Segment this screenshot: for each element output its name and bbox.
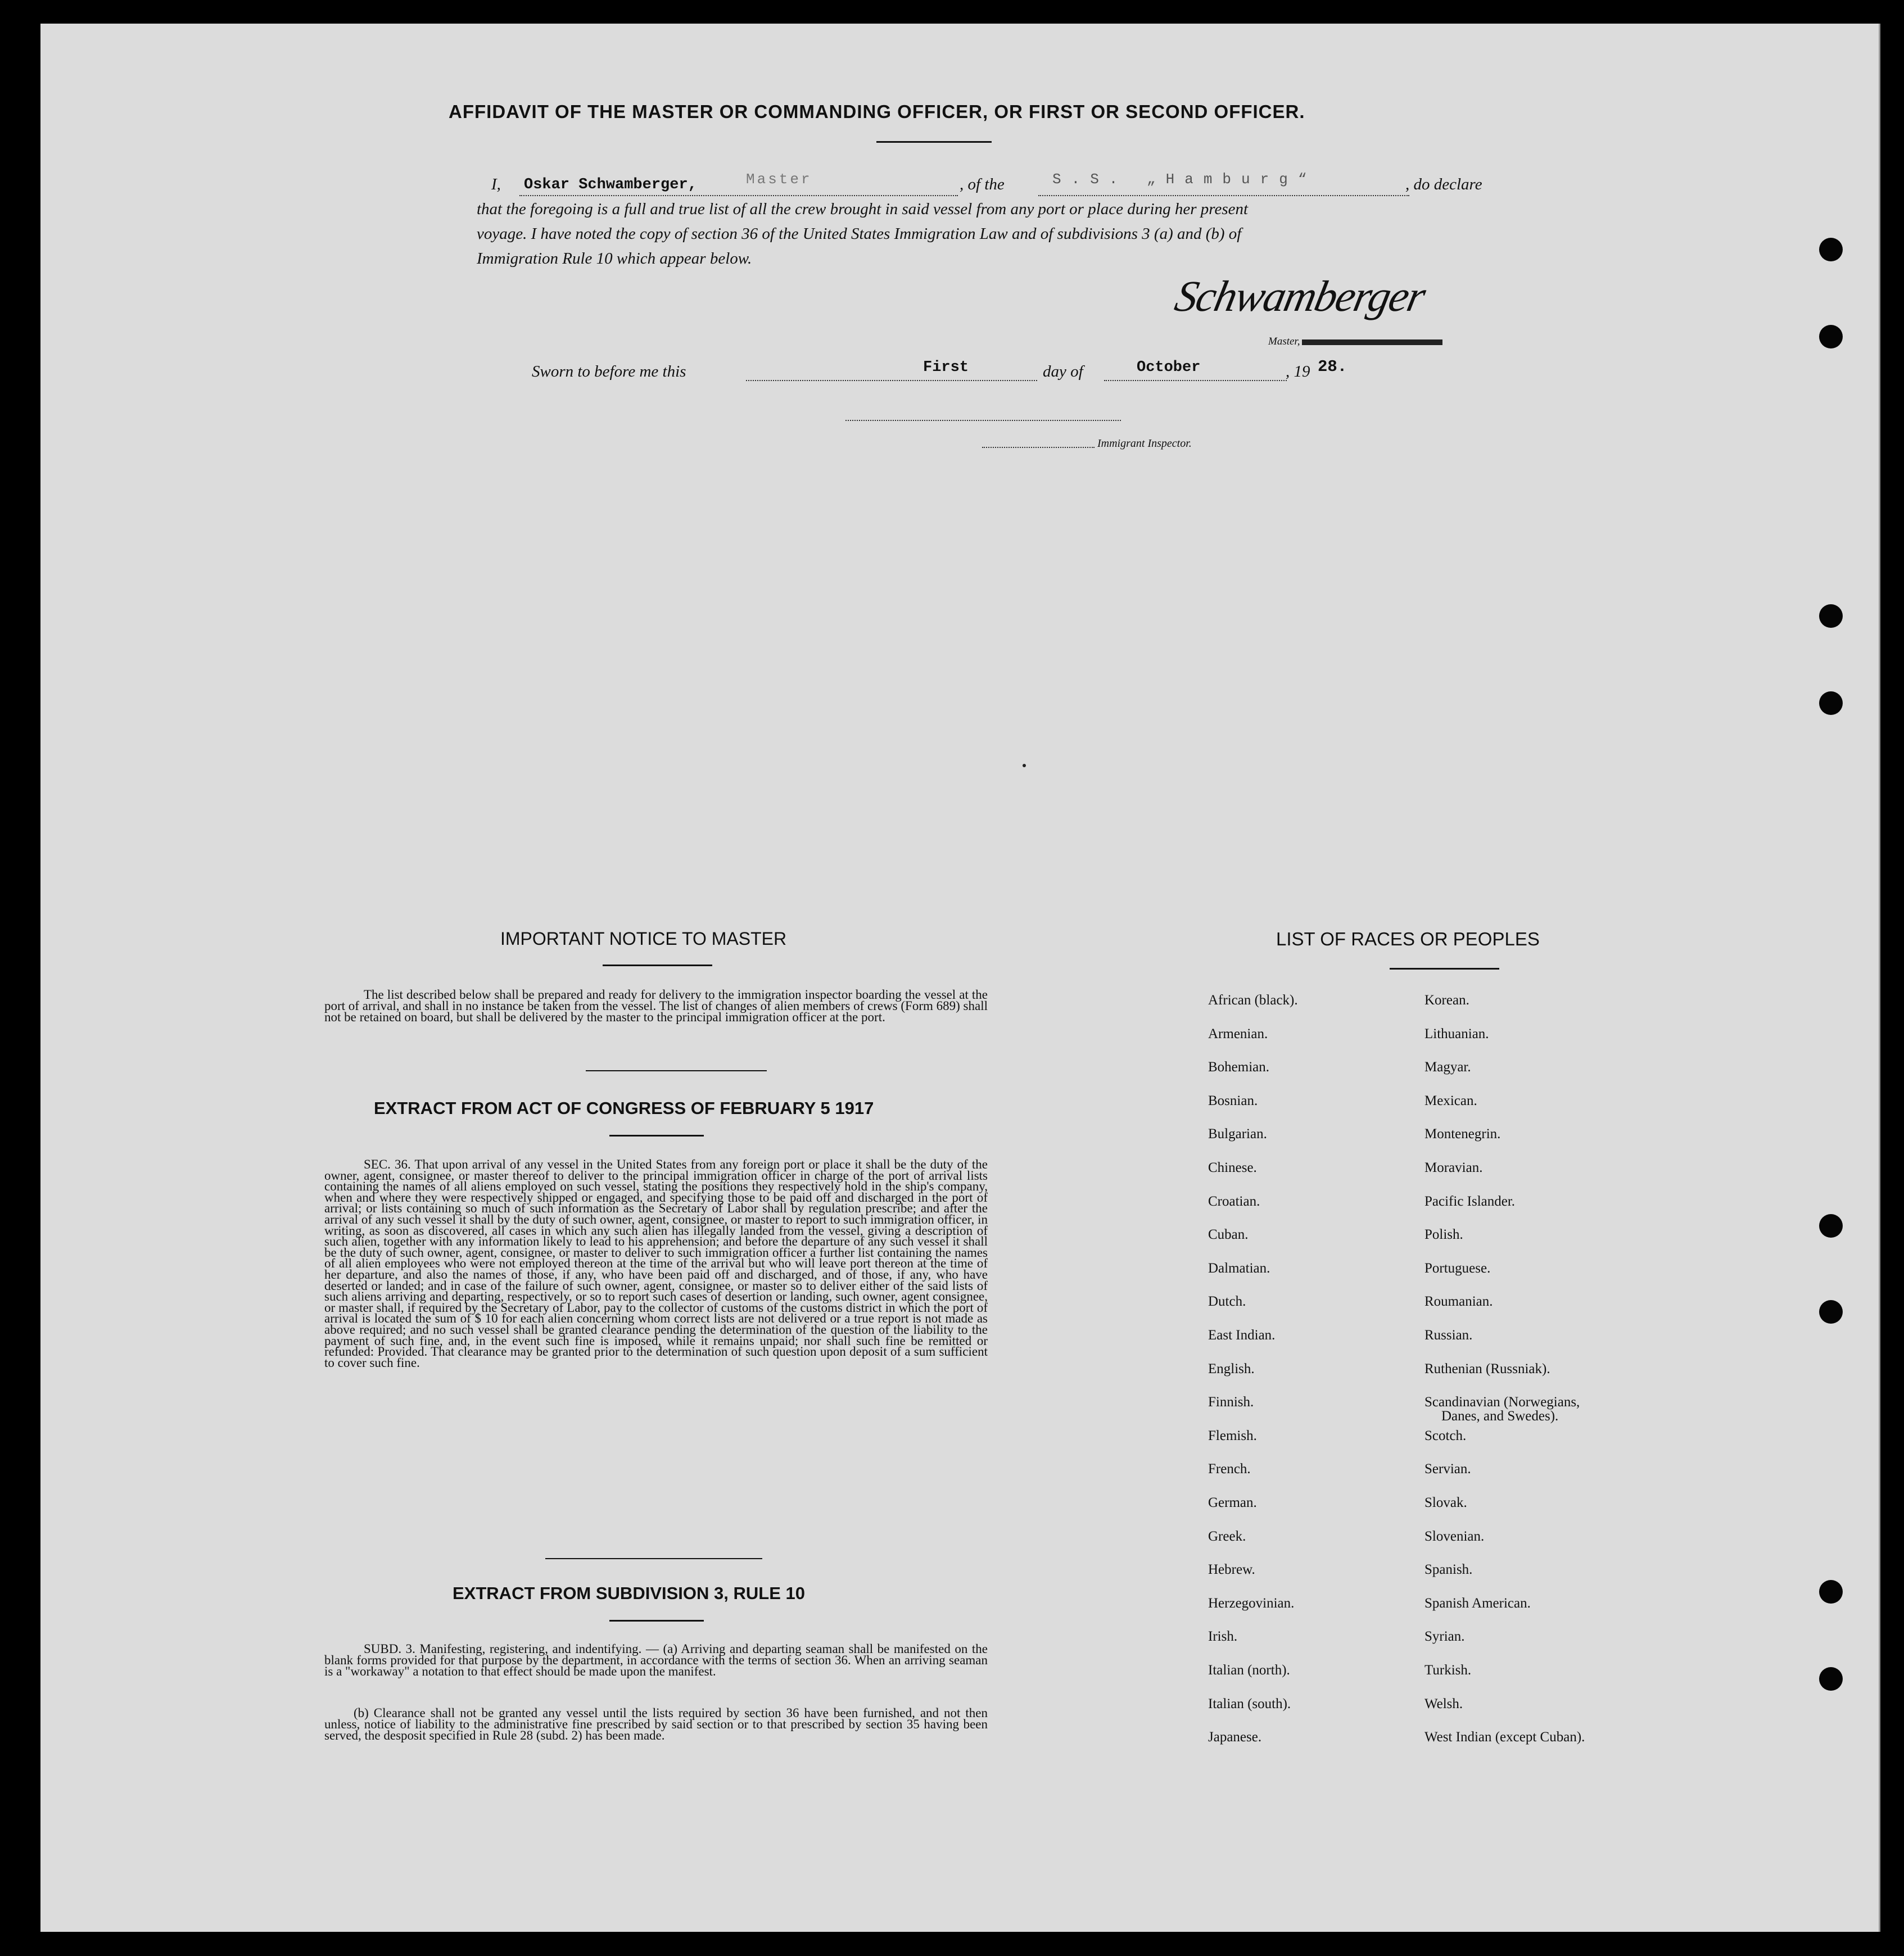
race-item: Greek.	[1208, 1528, 1246, 1544]
punch-hole	[1819, 1580, 1843, 1604]
race-item: Scotch.	[1424, 1428, 1467, 1443]
rule-subd-a: SUBD. 3. Manifesting, registering, and indentifying. — (a) Arriving and departing seaman shall be manifested on the blank forms provided for that purpose by the department, in accordance with the terms of section 36. When an arriving seaman is a "workaway" a notation to that effect should be made upon the manifest.	[324, 1642, 988, 1678]
notice-text: The list described below shall be prepared and ready for delivery to the immigration inspector boarding the vessel at the port of arrival, and shall in no instance be taken from the vessel. The list of changes of alien members of crews (Form 689) shall not be retained on board, but shall be delivered by the master to the principal immigration officer at the port.	[324, 988, 988, 1024]
body-line-1: that the foregoing is a full and true list of all the crew brought in said vessel from any port or place during her present	[477, 200, 1249, 218]
race-item: Spanish American.	[1424, 1595, 1531, 1611]
race-item-continuation: Danes, and Swedes).	[1441, 1409, 1559, 1424]
body-line-2: voyage. I have noted the copy of section 36 of the United States Immigration Law and of subdivisions 3 (a) and (b) of	[477, 225, 1242, 243]
declare-label: , do declare	[1405, 175, 1482, 193]
notice-title: IMPORTANT NOTICE TO MASTER	[500, 929, 787, 949]
race-item: West Indian (except Cuban).	[1424, 1729, 1585, 1745]
race-item: Cuban.	[1208, 1227, 1249, 1243]
race-item: Lithuanian.	[1424, 1026, 1489, 1042]
sworn-day-field: First	[923, 359, 969, 376]
document-page	[40, 24, 1880, 1932]
affidavit-title: AFFIDAVIT OF THE MASTER OR COMMANDING OFFICER, OR FIRST OR SECOND OFFICER.	[449, 101, 1305, 122]
act-extract-separator	[545, 1558, 762, 1559]
day-of-label: day of	[1043, 363, 1083, 381]
race-item: Servian.	[1424, 1461, 1471, 1477]
race-item: Scandinavian (Norwegians,	[1424, 1394, 1580, 1410]
body-line-3: Immigration Rule 10 which appear below.	[477, 250, 752, 268]
races-title: LIST OF RACES OR PEOPLES	[1276, 929, 1540, 949]
notice-separator	[586, 1070, 767, 1071]
rule-extract-underline	[609, 1620, 704, 1622]
race-item: Italian (south).	[1208, 1696, 1291, 1712]
master-signature: Schwamberger	[1170, 271, 1430, 320]
race-item: Russian.	[1424, 1328, 1473, 1343]
races-underline	[1390, 968, 1499, 970]
race-item: Magyar.	[1424, 1060, 1471, 1075]
act-extract-underline	[609, 1135, 704, 1137]
title-underline	[876, 141, 992, 143]
punch-hole	[1819, 325, 1843, 348]
race-item: Herzegovinian.	[1208, 1595, 1295, 1611]
race-item: Portuguese.	[1424, 1260, 1491, 1276]
rank-field: Master	[746, 171, 812, 188]
act-extract-title: EXTRACT FROM ACT OF CONGRESS OF FEBRUARY 5 1917	[374, 1098, 874, 1118]
race-item: Polish.	[1424, 1227, 1463, 1243]
name-field-line	[519, 195, 958, 196]
race-item: Flemish.	[1208, 1428, 1257, 1443]
race-item: Turkish.	[1424, 1663, 1472, 1678]
sworn-month-field: October	[1137, 359, 1201, 376]
race-item: Slovenian.	[1424, 1528, 1485, 1544]
punch-hole	[1819, 238, 1843, 261]
rule-subd-b: (b) Clearance shall not be granted any vessel until the lists required by section 36 have been furnished, and not then unless, notice of liability to the administrative fine prescribed by said section or to that prescribed by section 35 having been served, the desposit specified in Rule 28 (subd. 2) has been made.	[324, 1706, 988, 1742]
redacted-title-strike	[1302, 339, 1442, 345]
race-item: German.	[1208, 1495, 1257, 1510]
notice-underline	[603, 965, 712, 966]
race-item: Syrian.	[1424, 1629, 1465, 1645]
speck-mark	[1023, 764, 1026, 767]
race-item: Mexican.	[1424, 1093, 1477, 1108]
race-item: English.	[1208, 1361, 1255, 1377]
signature-caption: Master,	[1268, 336, 1300, 347]
i-label: I,	[491, 175, 501, 193]
race-item: Finnish.	[1208, 1394, 1254, 1410]
race-item: Welsh.	[1424, 1696, 1463, 1712]
sworn-label: Sworn to before me this	[532, 363, 686, 381]
race-item: Irish.	[1208, 1629, 1238, 1645]
sworn-month-line	[1104, 380, 1287, 381]
race-item: Slovak.	[1424, 1495, 1467, 1510]
punch-hole	[1819, 1667, 1843, 1691]
year-field: 28.	[1318, 357, 1347, 376]
race-item: Dalmatian.	[1208, 1260, 1270, 1276]
race-item: Croatian.	[1208, 1193, 1260, 1209]
race-item: Korean.	[1424, 993, 1469, 1008]
race-item: French.	[1208, 1461, 1251, 1477]
race-item: African (black).	[1208, 993, 1298, 1008]
race-item: Bulgarian.	[1208, 1126, 1267, 1142]
vessel-field: S.S. „Hamburg“	[1052, 171, 1317, 188]
race-item: Italian (north).	[1208, 1663, 1290, 1678]
race-item: Montenegrin.	[1424, 1126, 1501, 1142]
rule-extract-title: EXTRACT FROM SUBDIVISION 3, RULE 10	[453, 1583, 805, 1603]
race-item: Moravian.	[1424, 1160, 1483, 1175]
vessel-field-line	[1038, 195, 1409, 196]
inspector-title-line	[982, 447, 1095, 448]
of-the-label: , of the	[960, 175, 1005, 193]
punch-hole	[1819, 691, 1843, 715]
race-item: Pacific Islander.	[1424, 1193, 1516, 1209]
race-item: Bosnian.	[1208, 1093, 1258, 1108]
inspector-signature-line	[845, 420, 1121, 421]
race-item: Hebrew.	[1208, 1562, 1255, 1578]
race-item: Armenian.	[1208, 1026, 1268, 1042]
year-prefix: , 19	[1286, 363, 1310, 381]
sworn-day-line	[746, 380, 1037, 381]
race-item: Bohemian.	[1208, 1060, 1270, 1075]
race-item: Ruthenian (Russniak).	[1424, 1361, 1550, 1377]
master-name-field: Oskar Schwamberger,	[524, 176, 697, 193]
race-item: Roumanian.	[1424, 1294, 1493, 1310]
punch-hole	[1819, 1300, 1843, 1324]
race-item: Japanese.	[1208, 1729, 1262, 1745]
act-extract-text: SEC. 36. That upon arrival of any vessel in the United States from any foreign port or place it shall be the duty of the owner, agent, consignee, or master thereof to deliver to the principal immigration officer in charge of the port of arrival lists containing the names of all aliens employed on such vessel, stating the positions they respectively hold in the ship's company, when and where they were respectively shipped or engaged, and specifying those to be paid off and discharged in the port of arrival; or lists containing so much of such information as the Secretary of Labor shall by regulation prescribe; and after the arrival of any such vessel it shall by the duty of such owner, agent, consignee, or master to report to such immigration officer, in writing, as soon as discovered, all cases in which any such alien has illegally landed from the vessel, giving a description of such alien, together with any information likely to lead to his apprehension; and before the departure of any such vessel it shall be the duty of such owner, agent, consignee, or master to deliver to such immigration officer a further list containing the names of all alien employees who were not employed thereon at the time of the arrival but who will leave port thereon at the time of her departure, and also the names of those, if any, who have been paid off and discharged, and of those, if any, who have deserted or landed; and in case of the failure of such owner, agent, consignee, or master so to deliver either of the said lists of such aliens arriving and departing, respectively, or so to report such cases of desertion or landing, such owner, agent consignee, or master shall, if required by the Secretary of Labor, pay to the collector of customs of the customs district in which the port of arrival is located the sum of $ 10 for each alien concerning whom correct lists are not delivered or a true report is not made as above required; and no such vessel shall be granted clearance pending the determination of the question of the liability to the payment of such fine, and, in the event such fine is imposed, while it remains unpaid; nor shall such fine be remitted or refunded: Provided. That clearance may be granted prior to the determination of such question upon deposit of a sum sufficient to cover such fine.	[324, 1157, 988, 1370]
punch-hole	[1819, 1214, 1843, 1238]
race-item: Chinese.	[1208, 1160, 1257, 1175]
punch-hole	[1819, 604, 1843, 628]
race-item: East Indian.	[1208, 1328, 1276, 1343]
inspector-label: Immigrant Inspector.	[1097, 437, 1192, 450]
race-item: Dutch.	[1208, 1294, 1246, 1310]
race-item: Spanish.	[1424, 1562, 1473, 1578]
